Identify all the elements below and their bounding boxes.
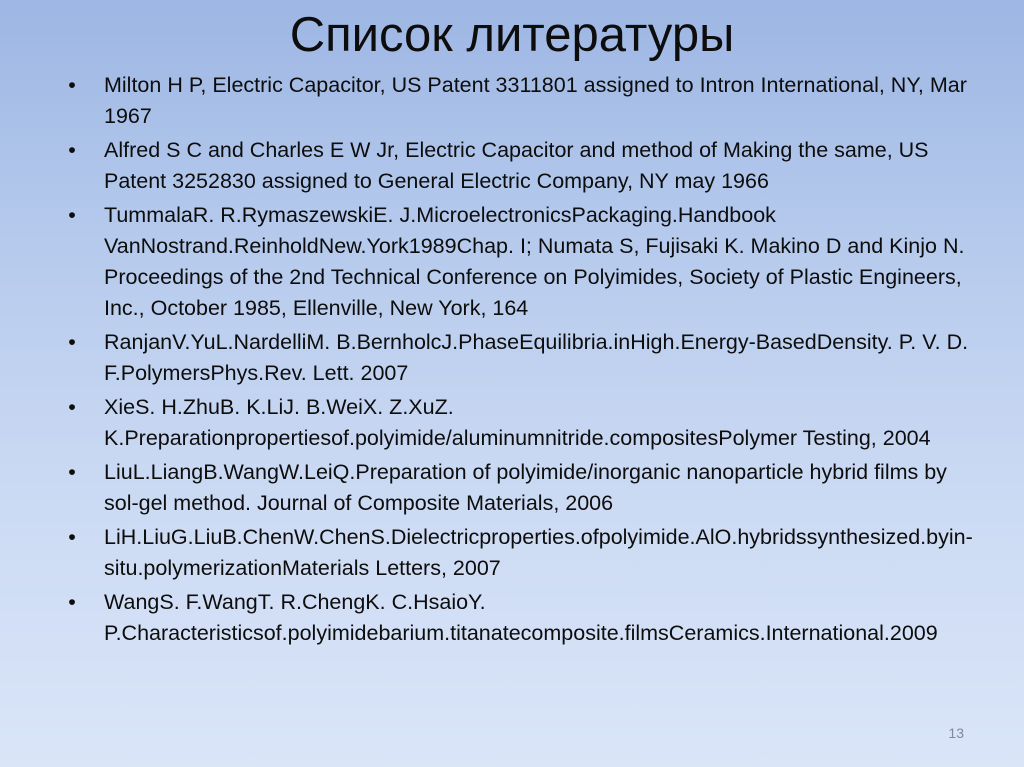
reference-text: RanjanV.YuL.NardelliM. B.BernholcJ.PhaseEquilibria.inHigh.Energy-BasedDensity. P. V. D. F.PolymersPhys.Rev. Lett. 2007 — [104, 330, 969, 385]
bullet-icon: • — [68, 460, 76, 484]
reference-item — [62, 522, 982, 584]
bullet-icon: • — [68, 203, 76, 227]
bullet-icon: • — [68, 525, 76, 549]
reference-text: XieS. H.ZhuB. K.LiJ. B.WeiX. Z.XuZ. K.Preparationpropertiesof.polyimide/aluminumnitride.compositesPolymer Testing, 2004 — [104, 395, 931, 450]
reference-item — [62, 587, 982, 649]
bullet-icon: • — [68, 330, 76, 354]
page-number: 13 — [948, 725, 964, 741]
bullet-icon: • — [68, 590, 76, 614]
reference-text: LiuL.LiangB.WangW.LeiQ.Preparation of polyimide/inorganic nanoparticle hybrid films by sol-gel method. Journal of Composite Materials, 2006 — [104, 460, 947, 515]
reference-item — [62, 327, 982, 389]
bullet-icon: • — [68, 73, 76, 97]
reference-list — [62, 70, 982, 652]
reference-text: WangS. F.WangT. R.ChengK. C.HsaioY. P.Characteristicsof.polyimidebarium.titanatecomposite.filmsCeramics.International.2009 — [104, 590, 938, 645]
reference-text: LiH.LiuG.LiuB.ChenW.ChenS.Dielectricproperties.ofpolyimide.AlO.hybridssynthesized.byin-situ.polymerizationMaterials Letters, 2007 — [104, 525, 973, 580]
reference-text: Alfred S C and Charles E W Jr, Electric Capacitor and method of Making the same, US Patent 3252830 assigned to General Electric Company, NY may 1966 — [104, 138, 929, 193]
reference-item — [62, 457, 982, 519]
bullet-icon: • — [68, 395, 76, 419]
reference-text: TummalaR. R.RymaszewskiE. J.MicroelectronicsPackaging.Handbook VanNostrand.ReinholdNew.York1989Chap. I; Numata S, Fujisaki K. Makino D and Kinjo N. Proceedings of the 2nd Technical Conference on Polyimides, Society of Plastic Engineers, Inc., October 1985, Ellenville, New York, 164 — [104, 203, 965, 320]
reference-item — [62, 392, 982, 454]
slide-title: Список литературы — [289, 8, 735, 62]
reference-item — [62, 200, 982, 324]
bullet-icon: • — [68, 138, 76, 162]
reference-item — [62, 70, 982, 132]
reference-text: Milton H P, Electric Capacitor, US Patent 3311801 assigned to Intron International, NY, Mar 1967 — [104, 73, 967, 128]
reference-item — [62, 135, 982, 197]
